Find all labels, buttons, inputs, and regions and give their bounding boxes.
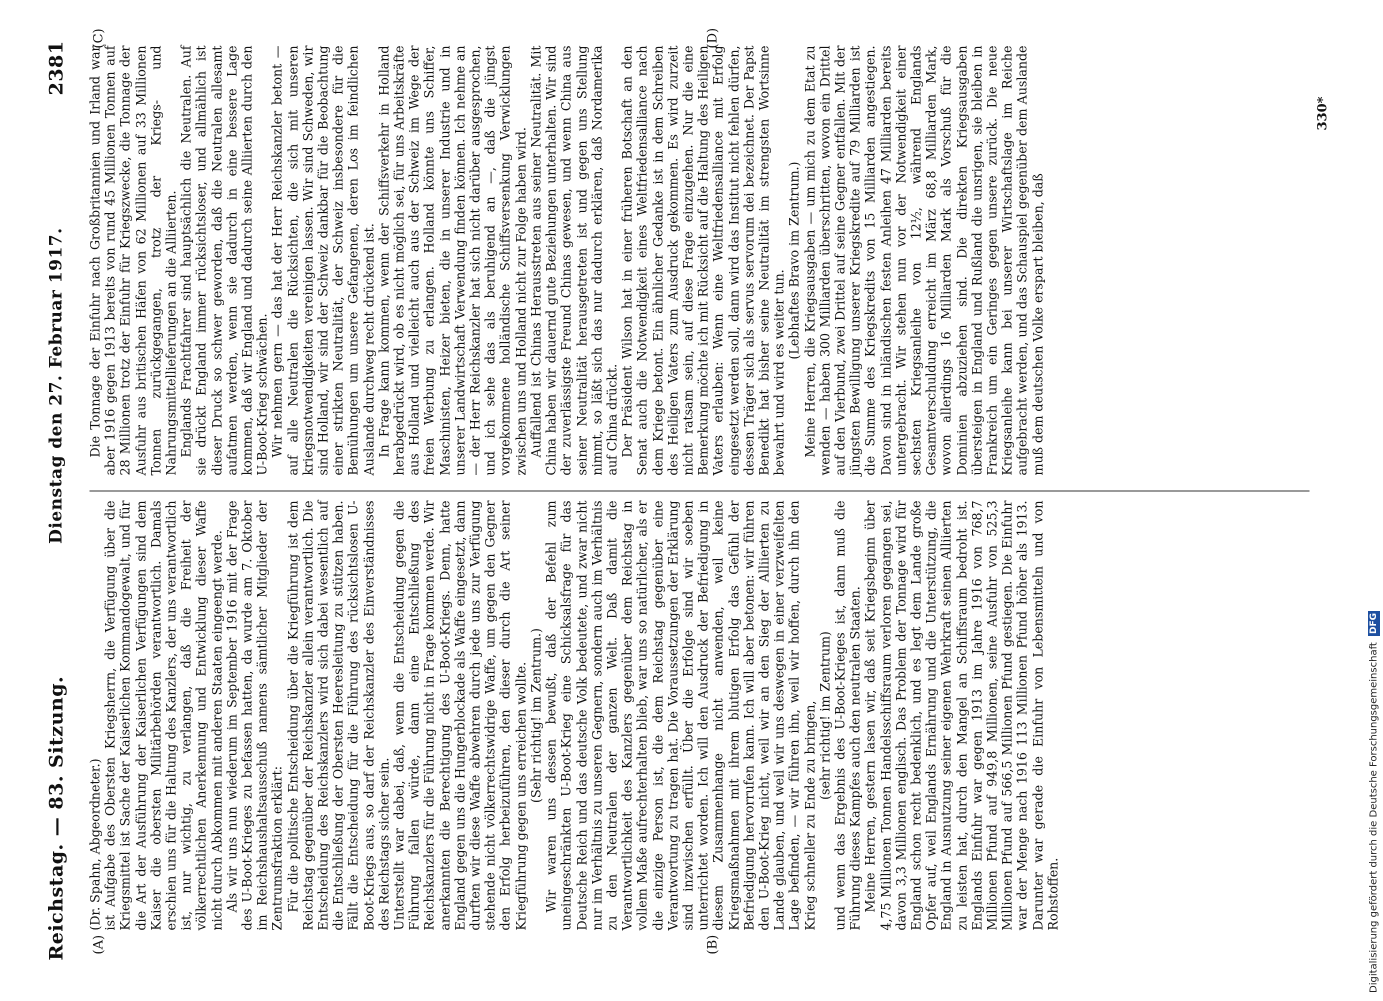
- document-page: [0, 1, 1383, 1001]
- header-date: Dienstag den 27. Februar 1917.: [46, 227, 67, 544]
- right-text-column: [88, 46, 1046, 476]
- margin-marker-d: (D): [705, 27, 721, 49]
- dfg-logo: DFG: [1369, 613, 1379, 635]
- interjection: (sehr richtig! im Zentrum): [817, 631, 833, 800]
- paragraph: Auffallend ist Chinas Herausstreten aus seiner Neutralität. Mit China haben wir dauernd gute Beziehungen unterhalten. Wir sind der zuverlässigste Freund Chinas gewesen, und wenn China aus seiner Neutralität herausgetreten ist und gegen uns Stellung nimmt, so läßt sich das nur dadurch erklären, daß Nordamerika auf China drückt.: [528, 45, 620, 476]
- paragraph: Unterstellt war dabei, daß, wenn die Entscheidung gegen die Führung fallen würde, dann eine Entschließung des Reichskanzlers für die Führung nicht in Frage kommen werde. Wir anerkannten die Berechtigung des U-Boot-Kriegs. Denn, hatte England gegen uns die Hungerblockade als Waffe eingesetzt, dann durften wir diese Waffe abwehren durch jede uns zur Verfügung stehende nicht völkerrechtswidrige Waffe, um gegen den Gegner den Erfolg herbeizuführen, den dieser durch die Art seiner Kriegführung gegen uns erreichen wollte.: [391, 500, 529, 931]
- left-text-column: [88, 501, 1061, 931]
- paragraph: In Frage kann kommen, wenn der Schiffsverkehr in Holland herabgedrückt wird, ob es nicht möglich sei, für uns Arbeitskräfte aus Holland und vielleicht auch aus der Schweiz im Wege der freien Werbung zu erlangen. Holland könnte uns Schiffer, Maschinisten, Heizer bieten, die in unserer Industrie und in unserer Landwirtschaft Verwendung finden können. Ich nehme an — der Herr Reichskanzler hat sich nicht darüber ausgesprochen, und ich sehe das als beruhigend an —, daß die jüngst vorgekommene holländische Schiffsversenkung Verwicklungen zwischen uns und Holland nicht zur Folge haben wird.: [376, 45, 529, 476]
- page-header: [40, 41, 74, 961]
- paragraph: ist Aufgabe des Obersten Kriegsherrn, die Verfügung über die Kriegsmittel ist Sache der Kaiserlichen Kommandogewalt, und für die Art der Ausführung der Kaiserlichen Verfügungen sind dem Kaiser die obersten Militärbehörden verantwortlich. Damals erschien uns für die Haltung des Kanzlers, der uns verantwortlich ist, nur wichtig, zu verlangen, daß die Freiheit der völkerrechtlichen Anerkennung und Entwicklung dieser Waffe nicht durch Abkommen mit anderen Staaten eingeengt werde.: [102, 500, 225, 931]
- header-chamber: Reichstag. — 83. Sitzung.: [45, 675, 68, 961]
- quoted-declaration: Für die politische Entscheidung über die Kriegführung ist dem Reichstag gegenüber der Reichskanzler allein verantwortlich. Die Entscheidung des Reichskanzlers wird sich dabei wesentlich auf die Entschließung der Obersten Heeresleitung zu stützen haben. Fällt die Entscheidung für die Führung des rücksichtslosen U-Boot-Kriegs aus, so darf der Reichskanzler des Einverständnisses des Reichstags sicher sein.: [285, 500, 392, 931]
- interjection: (Sehr richtig! im Zentrum.): [528, 628, 544, 803]
- paragraph: Als wir uns nun wiederum im September 1916 mit der Frage des U-Boot-Krieges zu befassen hatten, da wurde am 7. Oktober im Reichshaushaltsausschuß namens sämtlicher Mitglieder der Zentrumsfraktion erklärt:: [224, 500, 285, 931]
- margin-marker-a: (A): [91, 934, 107, 955]
- paragraph: Der Präsident Wilson hat in einer früheren Botschaft an den Senat auch die Notwendigkeit eines Weltfriedensalliance nach dem Kriege betont. Ein ähnlicher Gedanke ist in dem Schreiben des Heiligen Vaters zum Ausdruck gekommen. Es wird zurzeit nicht ratsam sein, auf diese Frage einzugehen. Nur die eine Bemerkung möchte ich mit Rücksicht auf die Haltung des Heiligen Vaters erlauben: Wenn eine Weltfriedensalliance mit Erfolg eingesetzt werden soll, dann wird das Institut nicht fehlen dürfen, dessen Träger sich als servus servorum dei bezeichnet. Der Papst Benedikt hat bisher seine Neutralität im strengsten Wortsinne bewahrt und wird es weiter tun.: [619, 45, 787, 476]
- column-divider: [90, 491, 1310, 492]
- speaker-attribution: (Dr. Spahn, Abgeordneter.): [87, 758, 103, 931]
- interjection: (Lebhaftes Bravo im Zentrum.): [786, 161, 802, 360]
- paragraph: Wir waren uns dessen bewußt, daß der Befehl zum uneingeschränkten U-Boot-Krieg eine Schicksalsfrage für das Deutsche Reich und das deutsche Volk bedeutete, und zwar nicht nur im Verhältnis zu unseren Gegnern, sondern auch im Verhältnis zu den Neutralen der ganzen Welt. Daß damit die Verantwortlichkeit des Kanzlers gegenüber dem Reichstag in vollem Maße aufrechterhalten blieb, war uns so natürlicher, als er die einzige Person ist, die dem Reichstag gegenüber eine Verantwortung zu tragen hat. Die Voraussetzungen der Erklärung sind inzwischen erfüllt. Über die Erfolge sind wir soeben unterrichtet worden. Ich will den Ausdruck der Befriedigung in diesem Zusammenhange nicht anwenden, weil keine Kriegsmaßnahmen mit ihrem blutigen Erfolg das Gefühl der Befriedigung hervorrufen kann. Ich will aber betonen: wir führen den U-Boot-Krieg nicht, weil wir an den Sieg der Alliierten zu Lande glauben, und weil wir uns deswegen in einer verzweifelten Lage befinden, — wir führen ihn, weil wir hoffen, durch ihn den Krieg schneller zu Ende zu bringen,: [543, 500, 818, 931]
- margin-marker-c: (C): [91, 28, 107, 49]
- page-footnote-number: 330*: [1315, 96, 1331, 131]
- margin-marker-b: (B): [705, 934, 721, 955]
- digitization-credit: [1367, 8, 1381, 993]
- page-number: 2381: [45, 40, 68, 96]
- paragraph: Wir nehmen gern — das hat der Herr Reichskanzler betont — auf alle Neutralen die Rücksichten, die sich mit unseren kriegsnotwendigkeiten vereinigen lassen. Wir sind Schweden, wir sind Holland, wir sind der Schweiz dankbar für die Beobachtung einer strikten Neutralität, der Schweiz insbesondere für die Bemühungen um unsere Gefangenen, deren Los im feindlichen Auslande durchweg recht drückend ist.: [269, 45, 377, 476]
- paragraph: Englands Frachtfahrer sind hauptsächlich die Neutralen. Auf sie drückt England immer rücksichtsloser, und allmählich ist dieser Druck so schwer geworden, daß die Neutralen allesamt aufatmen werden, wenn sie dadurch in eine bessere Lage kommen, daß wir England und dadurch seine Alliierten durch den U-Boot-Krieg schwächen.: [178, 45, 270, 476]
- credit-text: Digitalisierung gefördert durch die Deutsche Forschungsgemeinschaft: [1368, 642, 1380, 993]
- paragraph: Die Tonnage der Einfuhr nach Großbritannien und Irland war aber 1916 gegen 1913 bereits von rund 45 Millionen Tonnen auf 28 Millionen trotz der Einfuhr für Kriegszwecke, die Tonnage der Ausfuhr aus britischen Häfen von 62 Millionen auf 33 Millionen Tonnen zurückgegangen, trotz der Kriegs- und Nahrungsmittellieferungen an die Alliierten.: [87, 45, 179, 476]
- paragraph: Meine Herren, die Kriegsausgaben — um mich zu dem Etat zu wenden — haben 300 Milliarden überschritten, wovon ein Drittel auf den Vierbund, zwei Drittel auf seine Gegner entfallen. Mit der jüngsten Bewilligung unserer Kriegskredite auf 79 Milliarden ist die Summe des Kriegskredits von 15 Milliarden angestiegen. Davon sind in inländischen festen Anleihen 47 Milliarden bereits untergebracht. Wir stehen nun vor der Notwendigkeit einer sechsten Kriegsanleihe von 12½, während Englands Gesamtverschuldung erreicht im März 68,8 Milliarden Mark, wovon allerdings 16 Milliarden Mark als Vorschuß für die Dominien abzuziehen sind. Die direkten Kriegsausgaben übersteigen in England und Rußland die unsrigen, sie bleiben in Frankreich um ein Geringes gegen unsere zurück. Die neue Kriegsanleihe kann bei unserer Wirtschaftslage im Reiche aufgebracht werden, und das Schauspiel gegenüber dem Auslande muß dem deutschen Volke erspart bleiben, daß: [802, 45, 1046, 476]
- paragraph: und wenn das Ergebnis des U-Boot-Krieges ist, dann muß die Führung dieses Kampfes auch den neutralen Staaten.: [832, 500, 863, 931]
- paragraph: Meine Herren, gestern lasen wir, daß seit Kriegsbeginn über 4,75 Millionen Tonnen Handelsschiffsraum verloren gegangen sei, davon 3,3 Millionen englisch. Das Problem der Tonnage wird für England schon recht bedenklich, und es legt dem Lande große Opfer auf, weil Englands Ernährung und die Unterstützung, die England in Ausnutzung seiner eigenen Wehrkraft seinen Alliierten zu leisten hat, durch den Mangel an Schiffsraum bedroht ist. Englands Einfuhr war gegen 1913 im Jahre 1916 von 768,7 Millionen Pfund auf 949,8 Millionen, seine Ausfuhr von 525,3 Millionen Pfund auf 566,5 Millionen Pfund gestiegen. Die Einfuhr war der Menge nach 1916 113 Millionen Pfund höher als 1913. Darunter war gerade die Einfuhr von Lebensmitteln und von Rohstoffen.: [862, 500, 1061, 931]
